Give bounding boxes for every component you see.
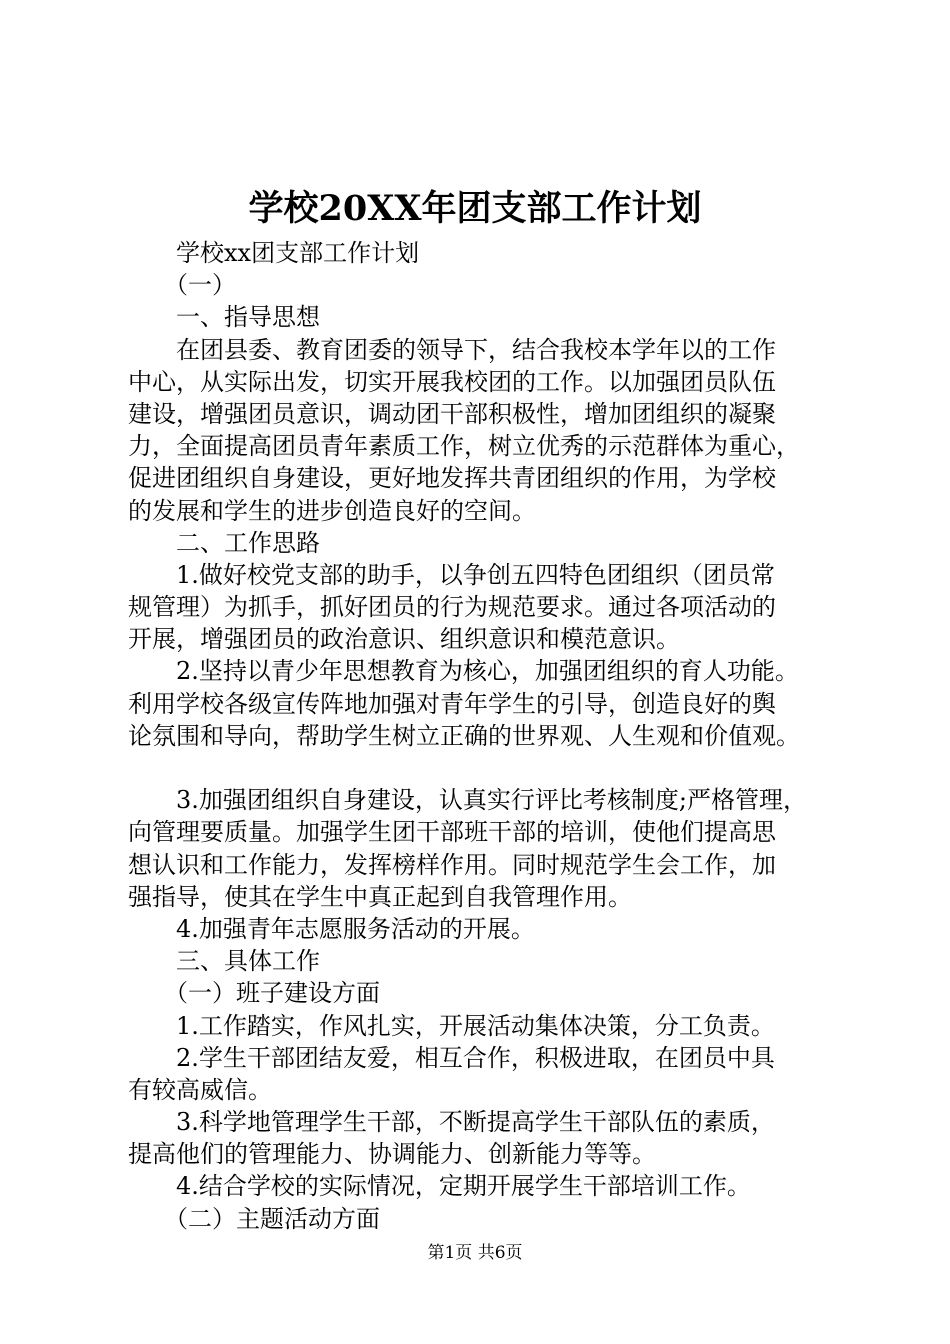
body-line: 2.坚持以青少年思想教育为核心，加强团组织的育人功能。 — [128, 657, 799, 686]
body-line: 促进团组织自身建设，更好地发挥共青团组织的作用，为学校 — [128, 464, 776, 493]
body-line: 1.工作踏实，作风扎实，开展活动集体决策，分工负责。 — [128, 1011, 775, 1040]
body-line: 利用学校各级宣传阵地加强对青年学生的引导，创造良好的舆 — [128, 689, 776, 718]
body-line: 在团县委、教育团委的领导下，结合我校本学年以的工作 — [128, 335, 776, 364]
blank-line — [128, 752, 833, 784]
body-line: 4.加强青年志愿服务活动的开展。 — [128, 914, 535, 943]
body-line: 开展，增强团员的政治意识、组织意识和模范意识。 — [128, 625, 680, 654]
body-line: 的发展和学生的进步创造良好的空间。 — [128, 496, 536, 525]
page-footer: 第1页 共6页 — [427, 1243, 523, 1263]
body-line: 有较高威信。 — [128, 1075, 272, 1104]
body-line: 学校xx团支部工作计划 — [128, 239, 420, 267]
body-line: 3.加强团组织自身建设，认真实行评比考核制度;严格管理， — [128, 786, 807, 815]
body-line: （一） — [128, 271, 236, 300]
body-line: 中心，从实际出发，切实开展我校团的工作。以加强团员队伍 — [128, 367, 776, 396]
body-line: 论氛围和导向，帮助学生树立正确的世界观、人生观和价值观。 — [128, 721, 800, 750]
body-line: 4.结合学校的实际情况，定期开展学生干部培训工作。 — [128, 1172, 751, 1201]
body-line: 建设，增强团员意识，调动团干部积极性，增加团组织的凝聚 — [128, 399, 776, 428]
body-line: 提高他们的管理能力、协调能力、创新能力等等。 — [128, 1140, 656, 1169]
body-line: 向管理要质量。加强学生团干部班干部的培训，使他们提高思 — [128, 818, 776, 847]
document-body — [128, 237, 833, 1235]
body-line: 力，全面提高团员青年素质工作，树立优秀的示范群体为重心， — [128, 432, 800, 461]
body-line: （二）主题活动方面 — [128, 1204, 380, 1233]
body-line: 规管理）为抓手，抓好团员的行为规范要求。通过各项活动的 — [128, 593, 776, 622]
document-title: 学校20XX年团支部工作计划 — [248, 188, 702, 229]
body-line: 三、具体工作 — [128, 947, 320, 976]
body-line: 1.做好校党支部的助手，以争创五四特色团组织（团员常 — [128, 560, 775, 589]
body-line: 3.科学地管理学生干部，不断提高学生干部队伍的素质， — [128, 1108, 775, 1137]
body-line: 强指导，使其在学生中真正起到自我管理作用。 — [128, 882, 632, 911]
body-line: 想认识和工作能力，发挥榜样作用。同时规范学生会工作，加 — [128, 850, 776, 879]
body-line: 一、指导思想 — [128, 303, 320, 332]
body-line: 二、工作思路 — [128, 528, 320, 557]
body-line: （一）班子建设方面 — [128, 979, 380, 1008]
body-line: 2.学生干部团结友爱，相互合作，积极进取，在团员中具 — [128, 1043, 775, 1072]
